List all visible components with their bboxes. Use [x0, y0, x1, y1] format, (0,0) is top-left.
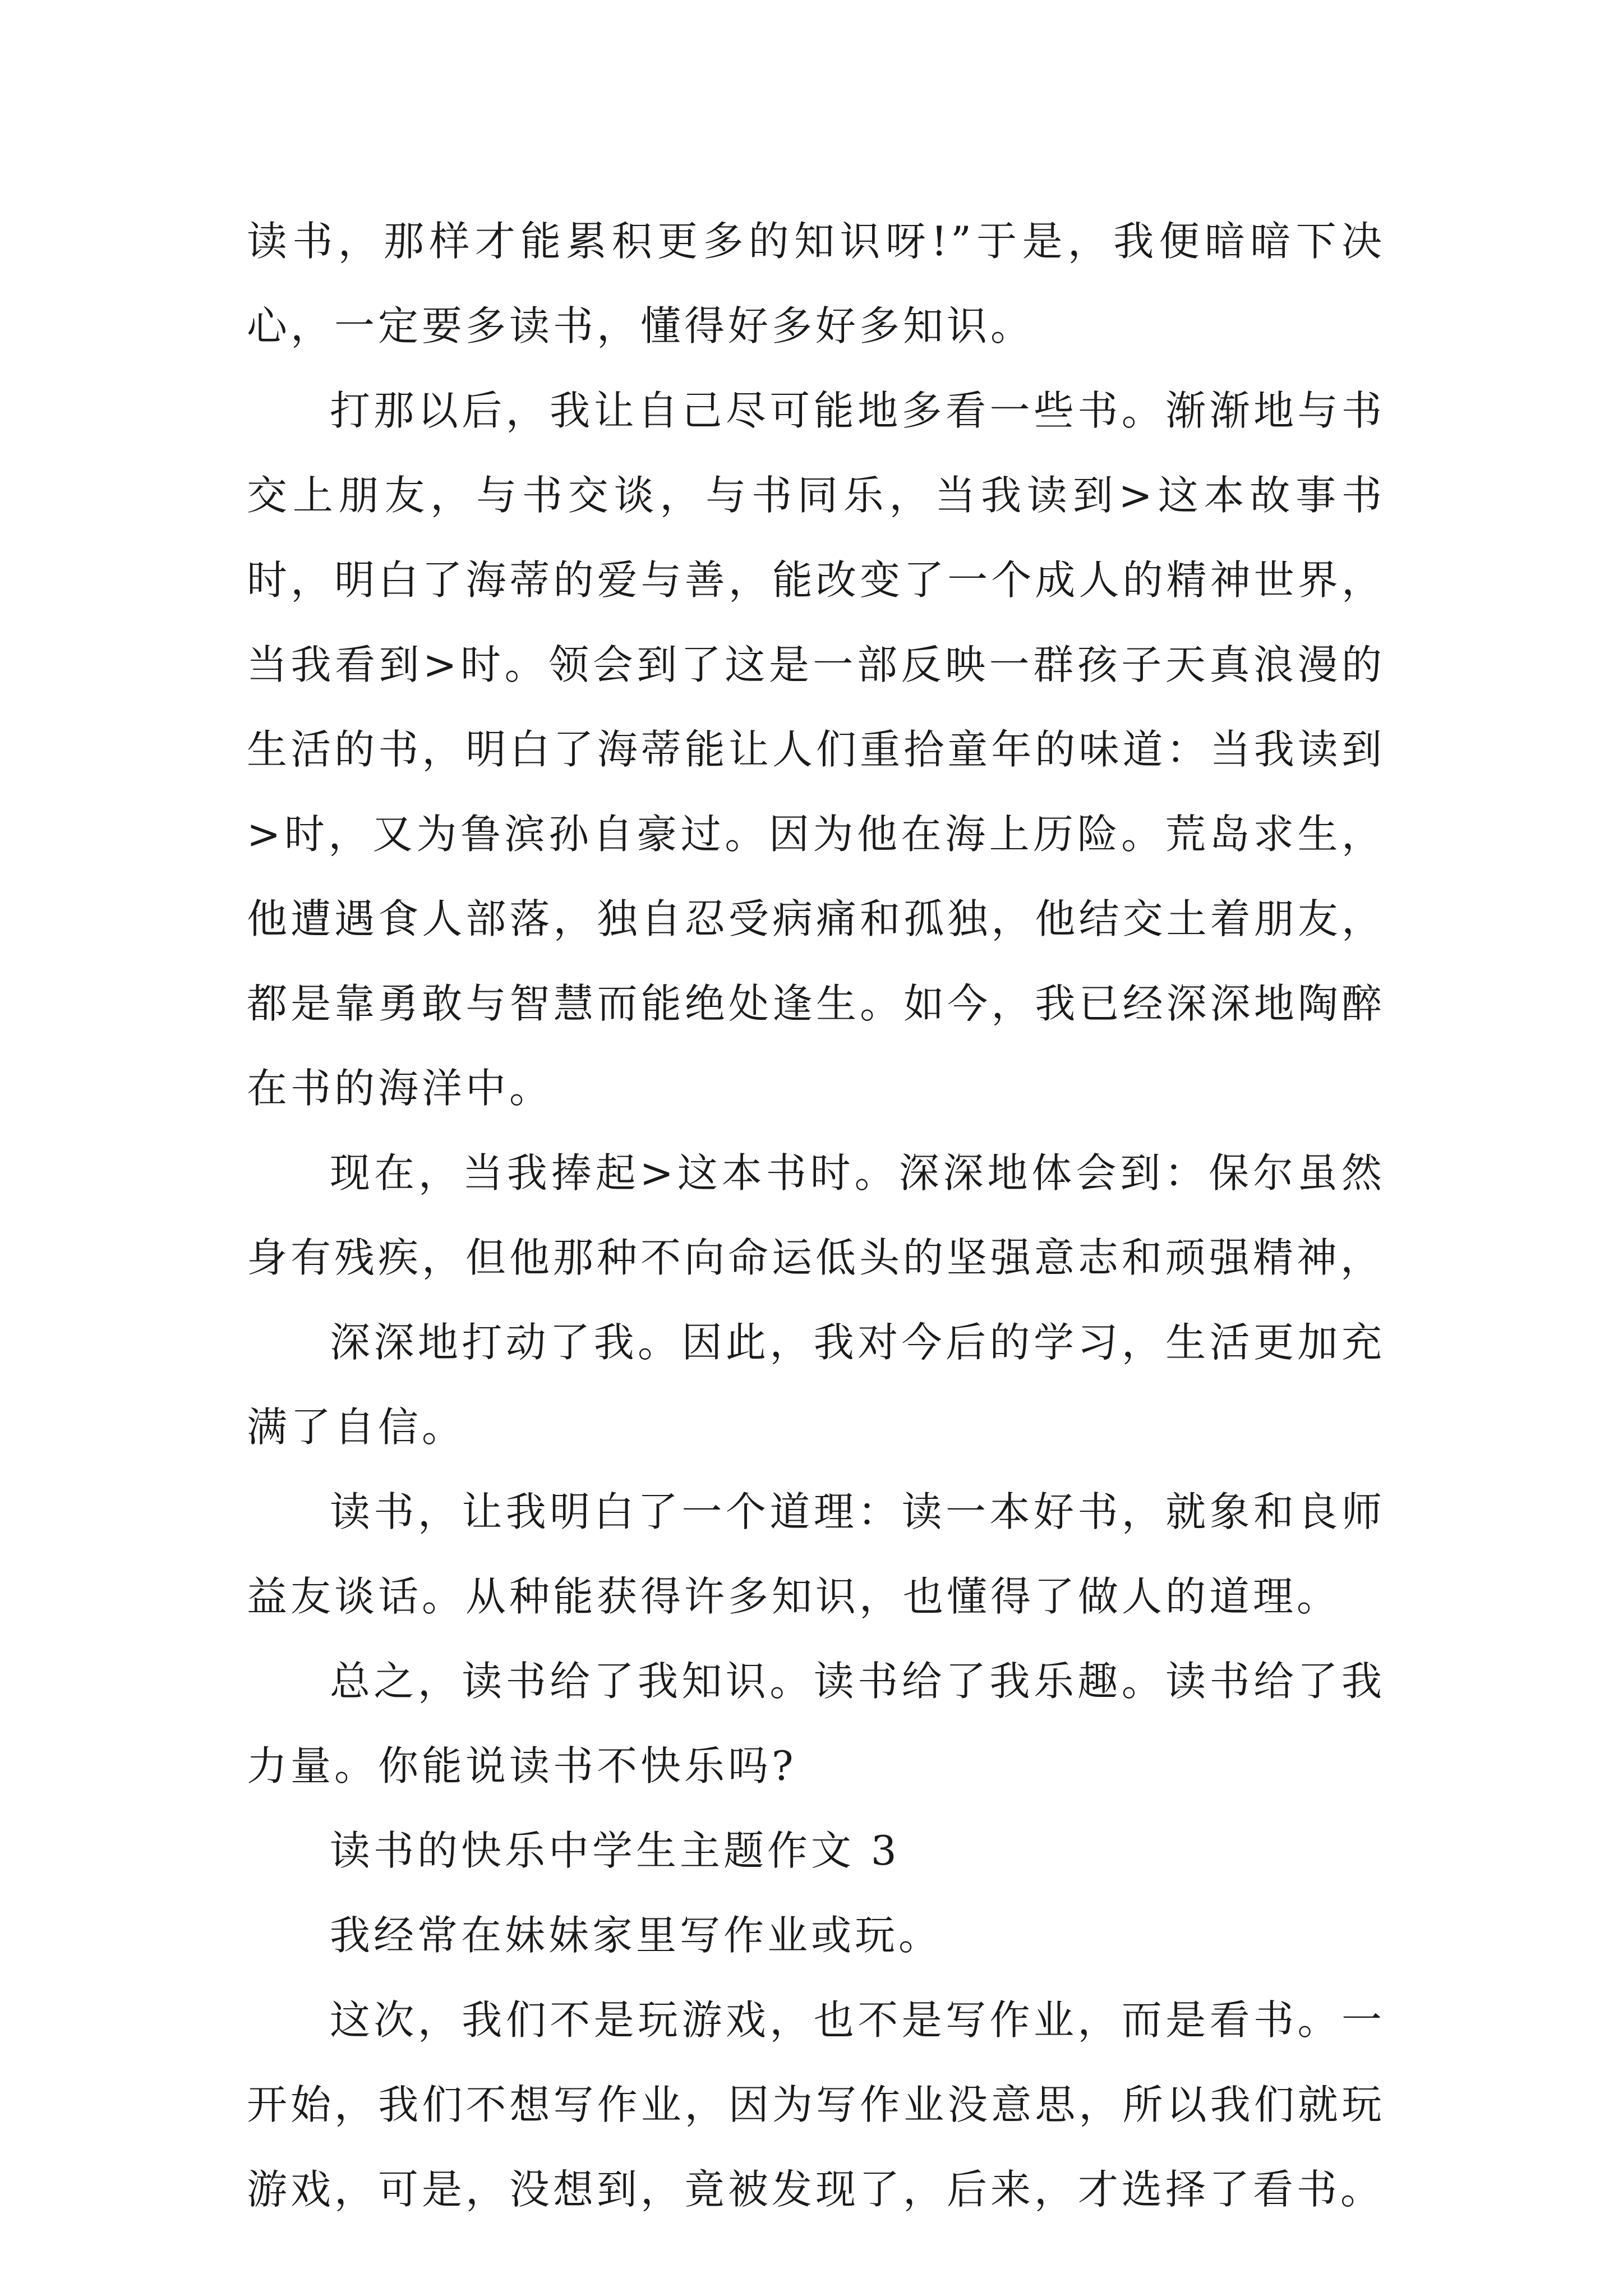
paragraph: 现在，当我捧起>这本书时。深深地体会到：保尔虽然身有残疾，但他那种不向命运低头的坚强意志和顽强精神，: [247, 1149, 1385, 1281]
paragraph: 打那以后，我让自己尽可能地多看一些书。渐渐地与书交上朋友，与书交谈，与书同乐，当我读到>这本故事书时，明白了海蒂的爱与善，能改变了一个成人的精神世界，当我看到>时。领会到了这是一部反映一群孩子天真浪漫的生活的书，明白了海蒂能让人们重拾童年的味道：当我读到>时，又为鲁滨孙自豪过。因为他在海上历险。荒岛求生，他遭遇食人部落，独自忍受病痛和孤独，他结交土着朋友，都是靠勇敢与智慧而能绝处逢生。如今，我已经深深地陶醉在书的海洋中。: [247, 387, 1385, 1112]
paragraph: 我经常在妹妹家里写作业或玩。: [330, 1912, 943, 1959]
paragraph: 总之，读书给了我知识。读书给了我乐趣。读书给了我力量。你能说读书不快乐吗?: [247, 1658, 1385, 1789]
paragraph: 读书，那样才能累积更多的知识呀!”于是，我便暗暗下决心，一定要多读书，懂得好多好多知识。: [247, 218, 1385, 349]
paragraph: 这次，我们不是玩游戏，也不是写作业，而是看书。一开始，我们不想写作业，因为写作业没意思，所以我们就玩游戏，可是，没想到，竟被发现了，后来，才选择了看书。: [247, 1996, 1385, 2213]
paragraph: 读书，让我明白了一个道理：读一本好书，就象和良师益友谈话。从种能获得许多知识，也懂得了做人的道理。: [247, 1488, 1385, 1620]
section-title: 读书的快乐中学生主题作文 3: [330, 1827, 900, 1874]
document-body: [247, 199, 1385, 2232]
paragraph: 深深地打动了我。因此，我对今后的学习，生活更加充满了自信。: [247, 1319, 1385, 1451]
